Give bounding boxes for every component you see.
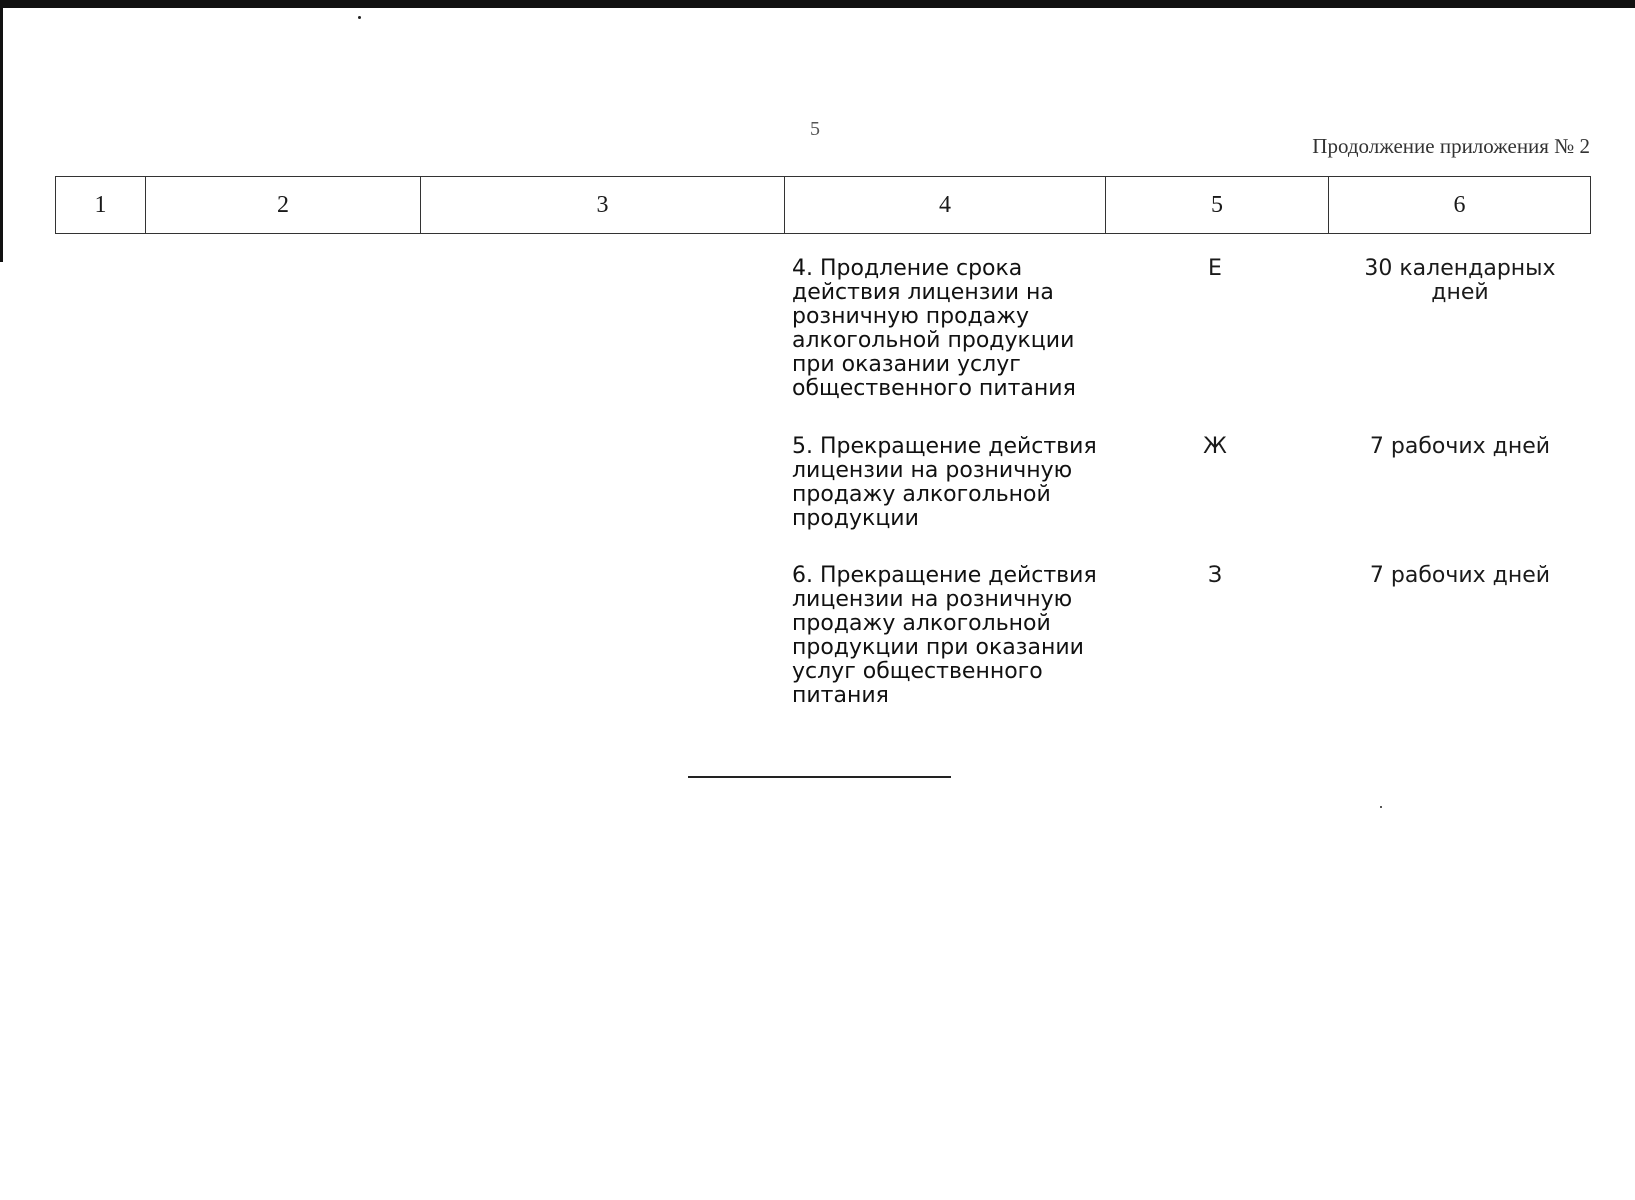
column-header-1: 1 bbox=[56, 177, 146, 234]
column-header-2: 2 bbox=[146, 177, 421, 234]
continuation-label: Продолжение приложения № 2 bbox=[1312, 134, 1590, 158]
service-term: 7 рабочих дней bbox=[1369, 434, 1551, 459]
scan-edge-left bbox=[0, 0, 3, 262]
column-header-5: 5 bbox=[1106, 177, 1329, 234]
scan-speck bbox=[1380, 806, 1382, 808]
service-code: З bbox=[1207, 563, 1223, 588]
scan-speck bbox=[358, 16, 361, 19]
column-header-3: 3 bbox=[421, 177, 785, 234]
service-term: 7 рабочих дней bbox=[1369, 563, 1551, 588]
closing-rule bbox=[688, 776, 951, 778]
service-code: Ж bbox=[1203, 434, 1227, 459]
service-code: Е bbox=[1208, 256, 1222, 281]
service-description: 5. Прекращение действия лицензии на розничную продажу алкогольной продукции bbox=[792, 434, 1097, 531]
column-header-4: 4 bbox=[785, 177, 1106, 234]
page-number: 5 bbox=[810, 118, 820, 140]
service-description: 4. Продление срока действия лицензии на розничную продажу алкогольной продукции при оказании услуг общественного питания bbox=[792, 256, 1076, 401]
column-number-header bbox=[55, 176, 1591, 234]
scan-edge-top bbox=[0, 0, 1635, 8]
column-header-6: 6 bbox=[1329, 177, 1591, 234]
service-term: 30 календарных дней bbox=[1364, 256, 1556, 305]
service-description: 6. Прекращение действия лицензии на розничную продажу алкогольной продукции при оказании услуг общественного питания bbox=[792, 563, 1097, 708]
